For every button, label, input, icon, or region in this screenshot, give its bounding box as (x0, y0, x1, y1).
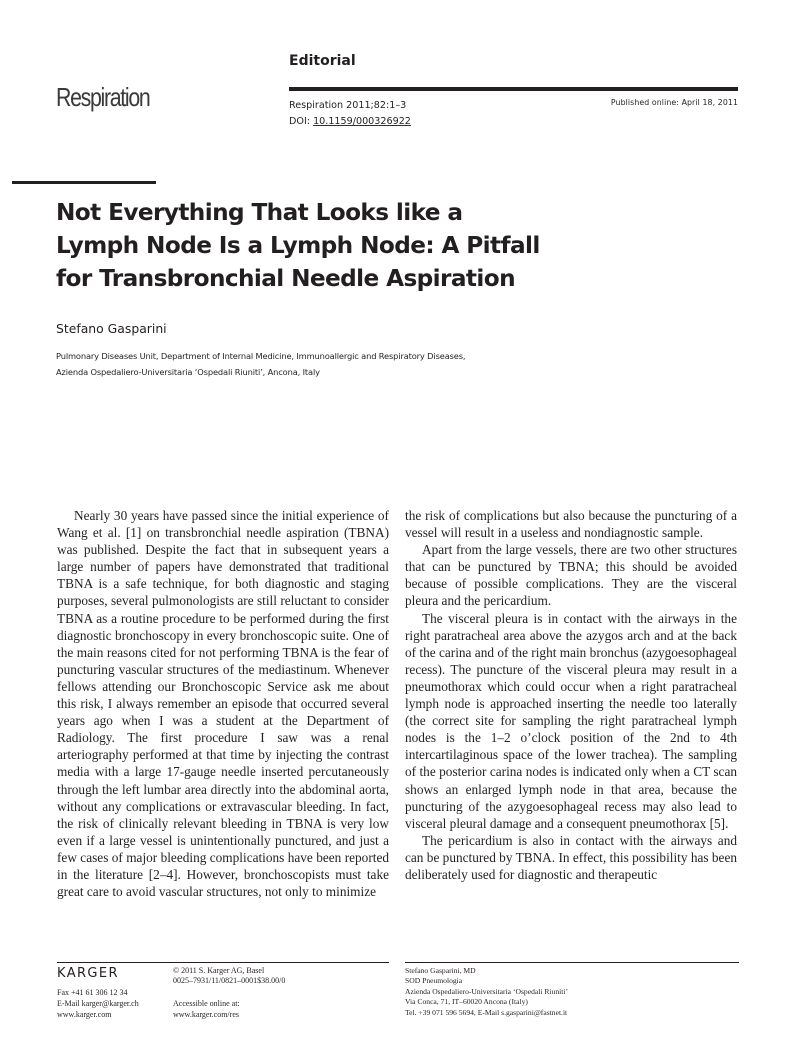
title-rule (12, 181, 156, 184)
published-date: Published online: April 18, 2011 (610, 98, 738, 107)
publisher-fax: Fax +41 61 306 12 34 (57, 988, 128, 997)
paragraph: Apart from the large vessels, there are two other structures that can be punctured by TBNA; this should be avoided because of possible complications. They are the visceral pleura and the pericardium. (405, 542, 737, 609)
correspondence-contact[interactable]: Tel. +39 071 596 5694, E-Mail s.gasparini@fastnet.it (405, 1007, 568, 1017)
citation-block (289, 98, 411, 130)
article-title (56, 196, 616, 295)
correspondence-address: Via Conca, 71, IT–60020 Ancona (Italy) (405, 997, 528, 1007)
doi-link[interactable]: 10.1159/000326922 (313, 116, 411, 127)
correspondence-institution: Azienda Ospedaliero-Universitaria ‘Ospedali Riuniti’ (405, 986, 569, 996)
issn-code: 0025–7931/11/0821–0001$38.00/0 (173, 976, 286, 986)
paragraph: The pericardium is also in contact with the airways and can be punctured by TBNA. In effect, this possibility has been deliberately used for diagnostic and therapeutic (405, 832, 737, 882)
doi-line (289, 114, 411, 130)
affiliation-line: Pulmonary Diseases Unit, Department of Internal Medicine, Immunoallergic and Respiratory Diseases, (56, 351, 466, 361)
journal-logo: Respiration (56, 82, 150, 112)
copyright-notice: © 2011 S. Karger AG, Basel (173, 966, 265, 975)
affiliation-line: Azienda Ospedaliero-Universitaria ‘Ospedali Riuniti’, Ancona, Italy (56, 367, 320, 377)
citation-text: Respiration 2011;82:1–3 (289, 100, 407, 111)
publisher-logo: KARGER (57, 966, 119, 981)
paragraph: Nearly 30 years have passed since the initial experience of Wang et al. [1] on transbronchial needle aspiration (TBNA) was published. Despite the fact that in subsequent years a large number of papers have demonstrated that traditional TBNA is a safe technique, for both diagnostic and staging purposes, several pulmonologists are still reluctant to consider TBNA as a routine procedure to be performed during the first diagnostic bronchoscopy in every bronchoscopic suite. One of the main reasons cited for not performing TBNA is the fear of puncturing vascular structures of the mediastinum. Whenever fellows attending our Bronchoscopic Service ask me about this risk, I always remember an episode that occurred several years ago when I was a student at the Department of Radiology. The first procedure I saw was a renal arteriography performed at that time by injecting the contrast media with a large 17-gauge needle inserted percutaneously through the left lumbar area directly into the abdominal aorta, without any complications or extravascular bleeding. In fact, the risk of clinically relevant bleeding in TBNA is very low even if a large vessel is unintentionally punctured, and just a few cases of major bleeding complications have been reported in the literature [2–4]. However, bronchoscopists must take great care to avoid vascular structures, not only to minimize (57, 508, 389, 900)
paragraph: The visceral pleura is in contact with the airways in the right paratracheal area above the azygos arch and at the back of the carina and of the right main bronchus (azygoesophageal recess). The puncture of the visceral pleura may result in a pneumothorax which could occur when a right paratracheal lymph node is approached inserting the needle too laterally (the correct site for sampling the right paratracheal lymph nodes is the 1–2 o’clock position of the 2nd to 4th intercartilaginous space of the lower trachea). The sampling of the posterior carina nodes is indicated only when a CT scan shows an enlarged lymph node in that area, because the puncturing of the azygoesophageal recess may also lead to visceral pleural damage and a consequent pneumothorax [5]. (405, 610, 737, 831)
publisher-email[interactable]: E-Mail karger@karger.ch (57, 999, 139, 1009)
title-line: Not Everything That Looks like a (56, 199, 463, 226)
correspondence-name: Stefano Gasparini, MD (405, 966, 476, 975)
publisher-contact (57, 987, 139, 1021)
doi-label: DOI: (289, 116, 314, 127)
publisher-website[interactable]: www.karger.com (57, 1010, 112, 1020)
body-column-left (57, 507, 389, 900)
section-label: Editorial (289, 53, 356, 69)
correspondence-block (405, 966, 568, 1018)
author-name: Stefano Gasparini (56, 321, 167, 336)
access-label: Accessible online at: (173, 999, 240, 1008)
body-column-right (405, 507, 737, 883)
paragraph: the risk of complications but also because the puncturing of a vessel will result in a useless and nondiagnostic sample. (405, 508, 737, 541)
header-rule (289, 87, 738, 91)
title-line: Lymph Node Is a Lymph Node: A Pitfall (56, 232, 540, 259)
author-affiliation (56, 348, 596, 380)
online-access-block (173, 998, 240, 1020)
footer-rule-left (57, 962, 389, 963)
correspondence-dept: SOD Pneumologia (405, 976, 463, 986)
footer-rule-right (405, 962, 739, 963)
title-line: for Transbronchial Needle Aspiration (56, 265, 515, 292)
access-url[interactable]: www.karger.com/res (173, 1010, 239, 1020)
copyright-block (173, 966, 285, 987)
